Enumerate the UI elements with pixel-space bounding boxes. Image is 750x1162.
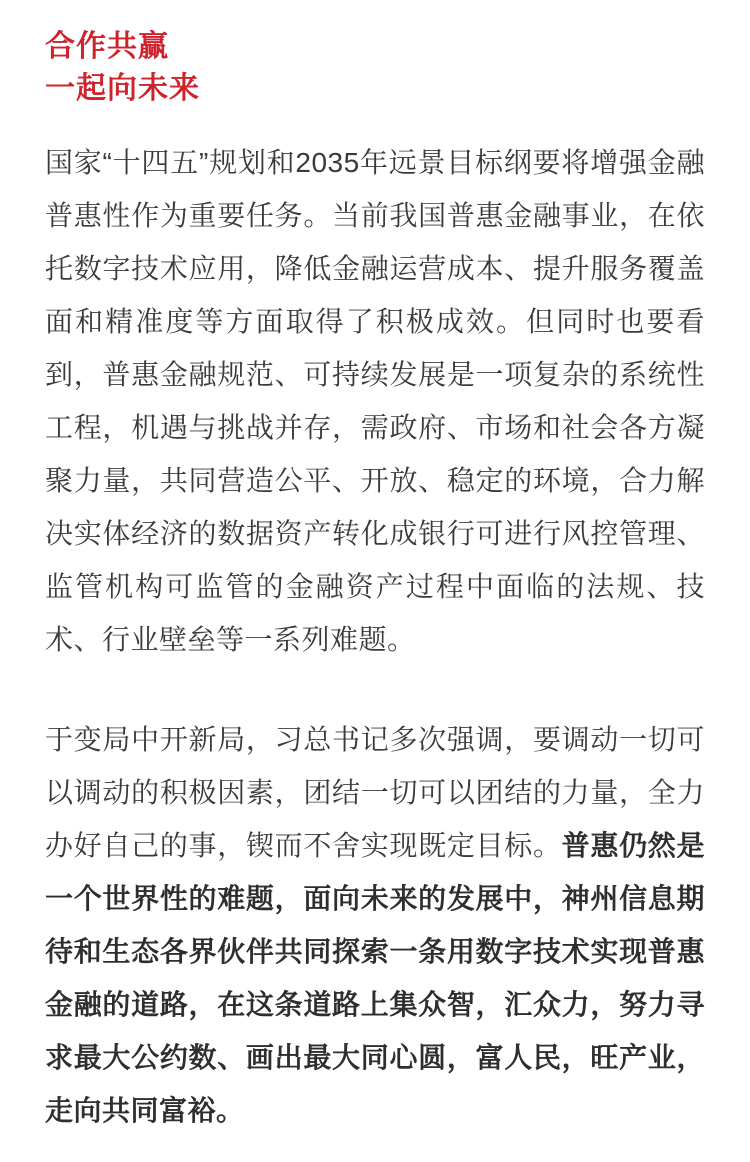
article-paragraph-1: 国家“十四五”规划和2035年远景目标纲要将增强金融普惠性作为重要任务。当前我国普惠金融事业，在依托数字技术应用，降低金融运营成本、提升服务覆盖面和精准度等方面取得了积极成效。但同时也要看到，普惠金融规范、可持续发展是一项复杂的系统性工程，机遇与挑战并存，需政府、市场和社会各方凝聚力量，共同营造公平、开放、稳定的环境，合力解决实体经济的数据资产转化成银行可进行风控管理、监管机构可监管的金融资产过程中面临的法规、技术、行业壁垒等一系列难题。: [45, 147, 705, 655]
article-title-line-1: 合作共赢: [45, 30, 169, 63]
article-paragraph-2: [45, 713, 705, 1137]
article-title-line-2: 一起向未来: [45, 72, 200, 105]
article-paragraph-2-regular-text: 于变局中开新局，习总书记多次强调，要调动一切可以调动的积极因素，团结一切可以团结的力量，全力办好自己的事，锲而不舍实现既定目标。: [45, 724, 705, 861]
article-paragraph-2-bold-text: 普惠仍然是一个世界性的难题，面向未来的发展中，神州信息期待和生态各界伙伴共同探索一条用数字技术实现普惠金融的道路，在这条道路上集众智，汇众力，努力寻求最大公约数、画出最大同心圆，富人民，旺产业，走向共同富裕。: [45, 830, 705, 1126]
article-title: [45, 26, 705, 110]
